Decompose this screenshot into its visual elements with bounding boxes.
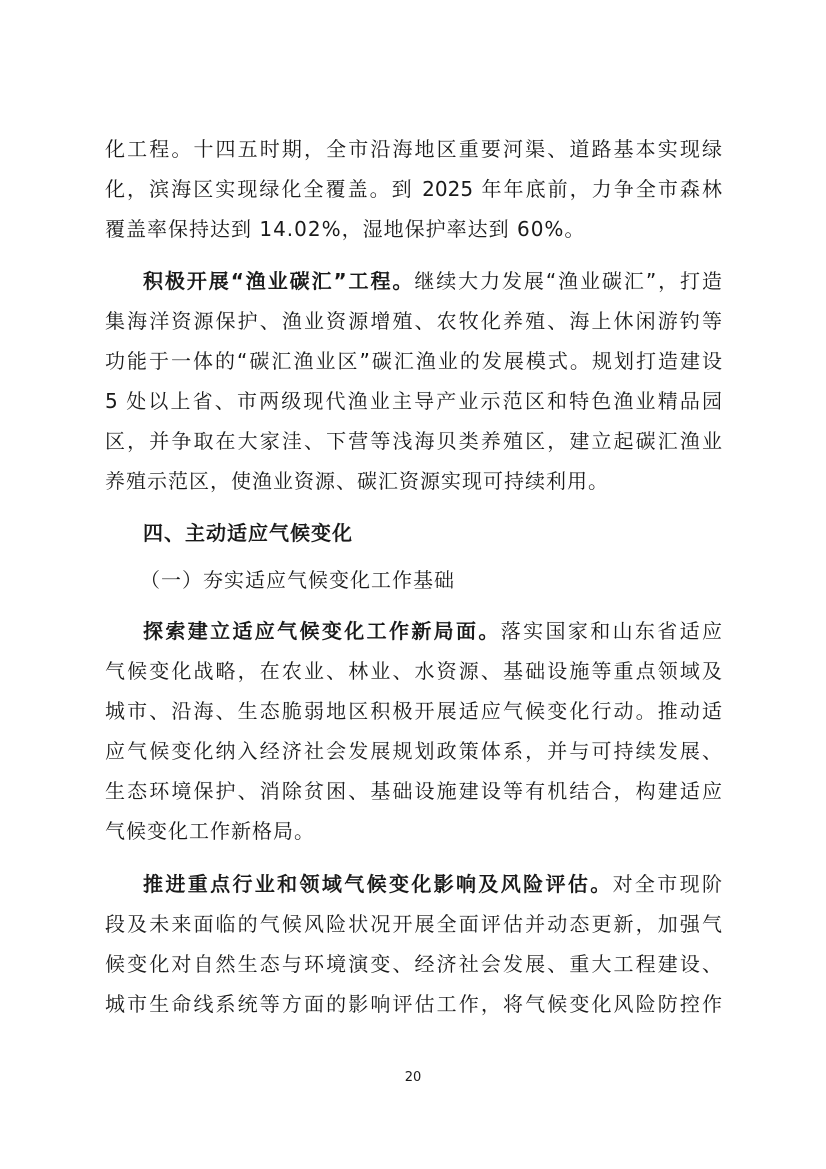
text-line: 养殖示范区，使渔业资源、碳汇资源实现可持续利用。: [105, 469, 609, 493]
paragraph-explore-lead: [143, 616, 722, 646]
section-heading: 四、主动适应气候变化: [143, 521, 353, 545]
text-line: 集海洋资源保护、渔业资源增殖、农牧化养殖、海上休闲游钓等: [105, 309, 722, 333]
subsection-heading: （一）夯实适应气候变化工作基础: [140, 568, 455, 592]
text-line: 城市、沿海、生态脆弱地区积极开展适应气候变化行动。推动适: [105, 699, 722, 723]
bold-lead: 探索建立适应气候变化工作新局面。: [143, 619, 501, 643]
text-line: 气候变化战略，在农业、林业、水资源、基础设施等重点领域及: [105, 659, 722, 683]
text-run: 对全市现阶: [612, 872, 723, 896]
text-line: 生态环境保护、消除贫困、基础设施建设等有机结合，构建适应: [105, 779, 722, 803]
text-line: 5 处以上省、市两级现代渔业主导产业示范区和特色渔业精品园: [105, 389, 722, 413]
text-line: 气候变化工作新格局。: [105, 819, 315, 843]
text-line: 城市生命线系统等方面的影响评估工作，将气候变化风险防控作: [105, 992, 722, 1016]
text-line: 覆盖率保持达到 14.02%，湿地保护率达到 60%。: [105, 217, 586, 241]
text-run: 继续大力发展“渔业碳汇”，打造: [414, 269, 722, 293]
text-line: 区，并争取在大家洼、下营等浅海贝类养殖区，建立起碳汇渔业: [105, 429, 722, 453]
paragraph-assess-lead: [143, 869, 722, 899]
bold-lead: 积极开展“渔业碳汇”工程。: [143, 269, 415, 293]
bold-lead: 推进重点行业和领域气候变化影响及风险评估。: [143, 872, 613, 896]
text-run: 落实国家和山东省适应: [500, 619, 723, 643]
text-line: 化，滨海区实现绿化全覆盖。到 2025 年年底前，力争全市森林: [105, 177, 722, 201]
text-line: 候变化对自然生态与环境演变、经济社会发展、重大工程建设、: [105, 952, 722, 976]
page-number: 20: [404, 1070, 422, 1085]
text-line: 段及未来面临的气候风险状况开展全面评估并动态更新，加强气: [105, 912, 722, 936]
text-line: 化工程。十四五时期，全市沿海地区重要河渠、道路基本实现绿: [105, 137, 722, 161]
text-line: 应气候变化纳入经济社会发展规划政策体系，并与可持续发展、: [105, 739, 722, 763]
text-line: 功能于一体的“碳汇渔业区”碳汇渔业的发展模式。规划打造建设: [105, 349, 722, 373]
paragraph-fishery-lead: [143, 266, 722, 296]
